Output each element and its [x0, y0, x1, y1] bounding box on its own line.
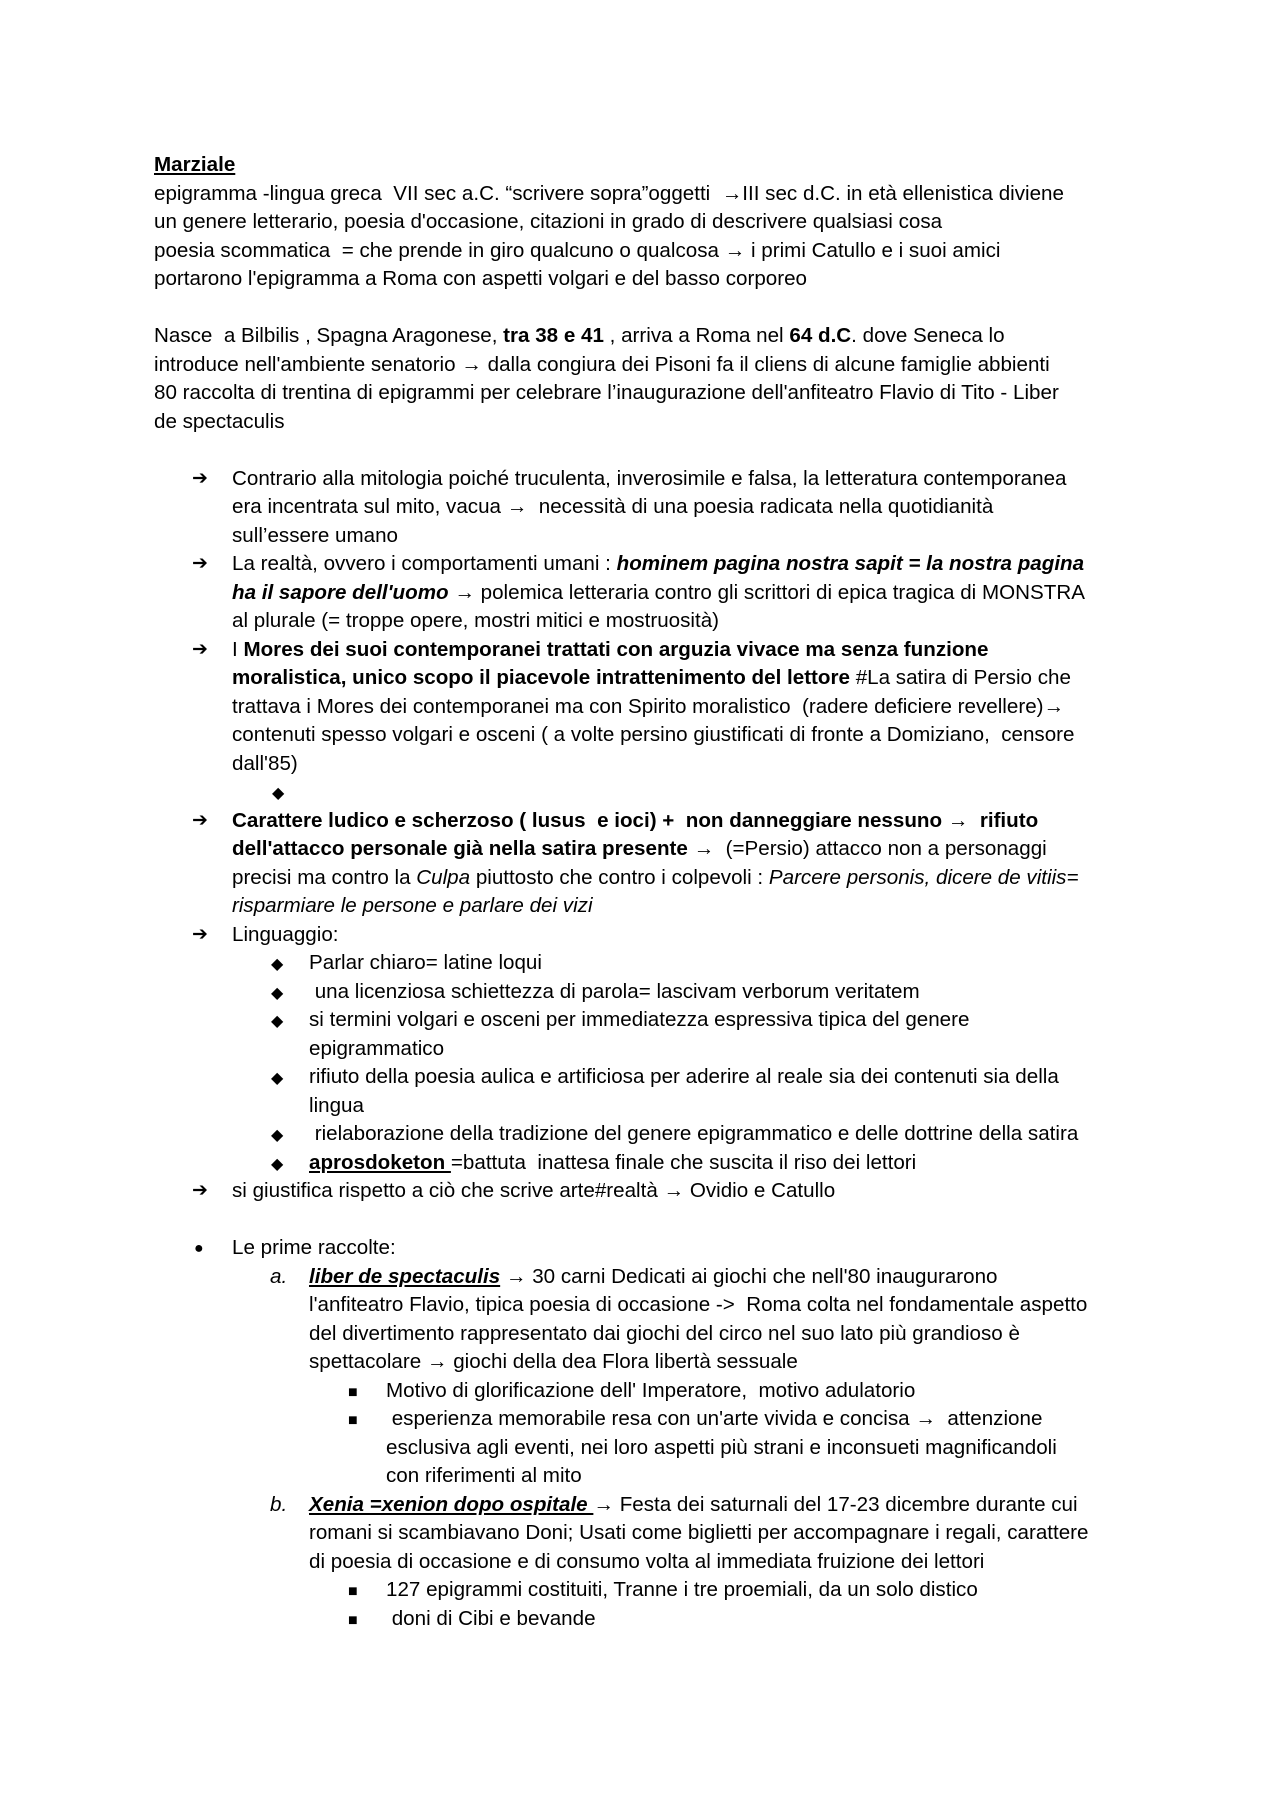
document-body	[154, 151, 1134, 1633]
diamond-bullet-icon: ◆	[271, 1013, 284, 1030]
square-bullet-icon: ■	[348, 1583, 358, 1600]
sub-list-item: a. liber de spectaculis → 30 carni Dedicati ai giochi che nell'80 inaugurarono l'anfiteatro Flavio, tipica poesia di occasione -> Roma colta nel fondamentale aspetto del divertimento rappresentato dai giochi del circo nel suo lato più grandioso è spettacolare → giochi della dea Flora libertà sessuale	[270, 1264, 1088, 1373]
sub-list-item: ◆ una licenziosa schiettezza di parola= lascivam verborum veritatem	[154, 978, 1134, 1007]
square-bullet-icon: ■	[348, 1611, 358, 1629]
arrow-bullet-icon: ➔	[192, 467, 208, 489]
diamond-bullet-icon: ◆	[271, 956, 284, 973]
list-item: ➔ Contrario alla mitologia poiché truculenta, inverosimile e falsa, la letteratura contemporanea era incentrata sul mito, vacua → necessità di una poesia radicata nella quotidianità sull’essere umano	[192, 466, 1067, 547]
list-letter: a.	[270, 1264, 288, 1288]
list-item: ➔ si giustifica rispetto a ciò che scrive arte#realtà → Ovidio e Catullo	[154, 1177, 1134, 1206]
page-title: Marziale	[154, 153, 236, 176]
sub-list-item: b. Xenia =xenion dopo ospitale → Festa dei saturnali del 17-23 dicembre durante cui romani si scambiavano Doni; Usati come biglietti per accompagnare i regali, carattere di poesia di occasione e di consumo volta al immediata fruizione dei lettori	[270, 1492, 1089, 1573]
arrow-bullet-icon: ➔	[192, 1180, 208, 1201]
arrow-bullet-icon: ➔	[192, 638, 208, 660]
sub-list-item: ◆ Parlar chiaro= latine loqui	[154, 949, 1134, 978]
diamond-bullet-icon: ◆	[271, 984, 284, 1002]
square-bullet-icon: ■	[348, 1383, 358, 1401]
bio-line: Nasce a Bilbilis , Spagna Aragonese, tra 38 e 41 , arriva a Roma nel 64 d.C. dove Seneca lo	[154, 324, 1005, 347]
intro-line: portarono l'epigramma a Roma con aspetti volgari e del basso corporeo	[154, 267, 807, 290]
bio-line: 80 raccolta di trentina di epigrammi per celebrare l’inaugurazione dell'anfiteatro Flavio di Tito - Liber	[154, 381, 1059, 404]
list-item: ➔ Carattere ludico e scherzoso ( lusus e ioci) + non danneggiare nessuno → rifiuto dell'attacco personale già nella satira presente → (=Persio) attacco non a personaggi precisi ma contro la Culpa piuttosto che contro i colpevoli : Parcere personis, dicere de vitiis= risparmiare le persone e parlare dei vizi	[192, 808, 1079, 917]
diamond-bullet-icon: ◆	[272, 785, 285, 802]
intro-line: un genere letterario, poesia d'occasione, citazioni in grado di descrivere qualsiasi cosa	[154, 210, 943, 233]
intro-line: epigramma -lingua greca VII sec a.C. “scrivere sopra”oggetti →III sec d.C. in età ellenistica diviene	[154, 181, 1064, 205]
sub-sub-list-item: ■ esperienza memorabile resa con un'arte vivida e concisa → attenzione esclusiva agli eventi, nei loro aspetti più strani e inconsueti magnificandoli con riferimenti al mito	[348, 1407, 1057, 1487]
list-item: ➔ La realtà, ovvero i comportamenti umani : hominem pagina nostra sapit = la nostra pagina ha il sapore dell'uomo → polemica letteraria contro gli scrittori di epica tragica di MONSTRA al plurale (= troppe opere, mostri mitici e mostruosità)	[192, 552, 1085, 632]
diamond-bullet-icon: ◆	[271, 1155, 284, 1173]
diamond-bullet-icon: ◆	[271, 1127, 284, 1144]
arrow-bullet-icon: ➔	[192, 809, 208, 831]
sub-sub-list-item: ■ Motivo di glorificazione dell' Imperatore, motivo adulatorio	[154, 1377, 1134, 1406]
list-item: ➔ Linguaggio:	[154, 921, 1134, 950]
bio-line: de spectaculis	[154, 409, 285, 433]
sub-list-item: ◆ rielaborazione della tradizione del genere epigrammatico e delle dottrine della satira	[154, 1120, 1134, 1149]
sub-sub-list-item: ■ doni di Cibi e bevande	[154, 1605, 1134, 1634]
list-letter: b.	[270, 1492, 288, 1516]
sub-list-item: ◆ rifiuto della poesia aulica e artificiosa per aderire al reale sia dei contenuti sia della lingua	[271, 1065, 1059, 1117]
list-item: ● Le prime raccolte:	[154, 1234, 1134, 1263]
bio-line: introduce nell'ambiente senatorio → dalla congiura dei Pisoni fa il cliens di alcune famiglie abbienti	[154, 352, 1050, 376]
arrow-bullet-icon: ➔	[192, 923, 208, 945]
dot-bullet-icon: ●	[194, 1240, 204, 1257]
diamond-bullet-icon: ◆	[271, 1070, 284, 1087]
sub-list-item: ◆ si termini volgari e osceni per immediatezza espressiva tipica del genere epigrammatico	[271, 1008, 970, 1060]
square-bullet-icon: ■	[348, 1412, 358, 1429]
arrow-bullet-icon: ➔	[192, 553, 208, 574]
sub-sub-list-item: ■ 127 epigrammi costituiti, Tranne i tre proemiali, da un solo distico	[154, 1576, 1134, 1605]
sub-list-item: ◆ aprosdoketon =battuta inattesa finale che suscita il riso dei lettori	[154, 1149, 1134, 1178]
list-item: ➔ I Mores dei suoi contemporanei trattati con arguzia vivace ma senza funzione moralistica, unico scopo il piacevole intrattenimento del lettore #La satira di Persio che trattava i Mores dei contemporanei ma con Spirito moralistico (radere deficiere revellere)→ contenuti spesso volgari e osceni ( a volte persino giustificati di fronte a Domiziano, censore dall'85)	[192, 637, 1075, 775]
intro-line: poesia scommatica = che prende in giro qualcuno o qualcosa → i primi Catullo e i suoi amici	[154, 238, 1001, 262]
list-item	[154, 778, 1134, 807]
